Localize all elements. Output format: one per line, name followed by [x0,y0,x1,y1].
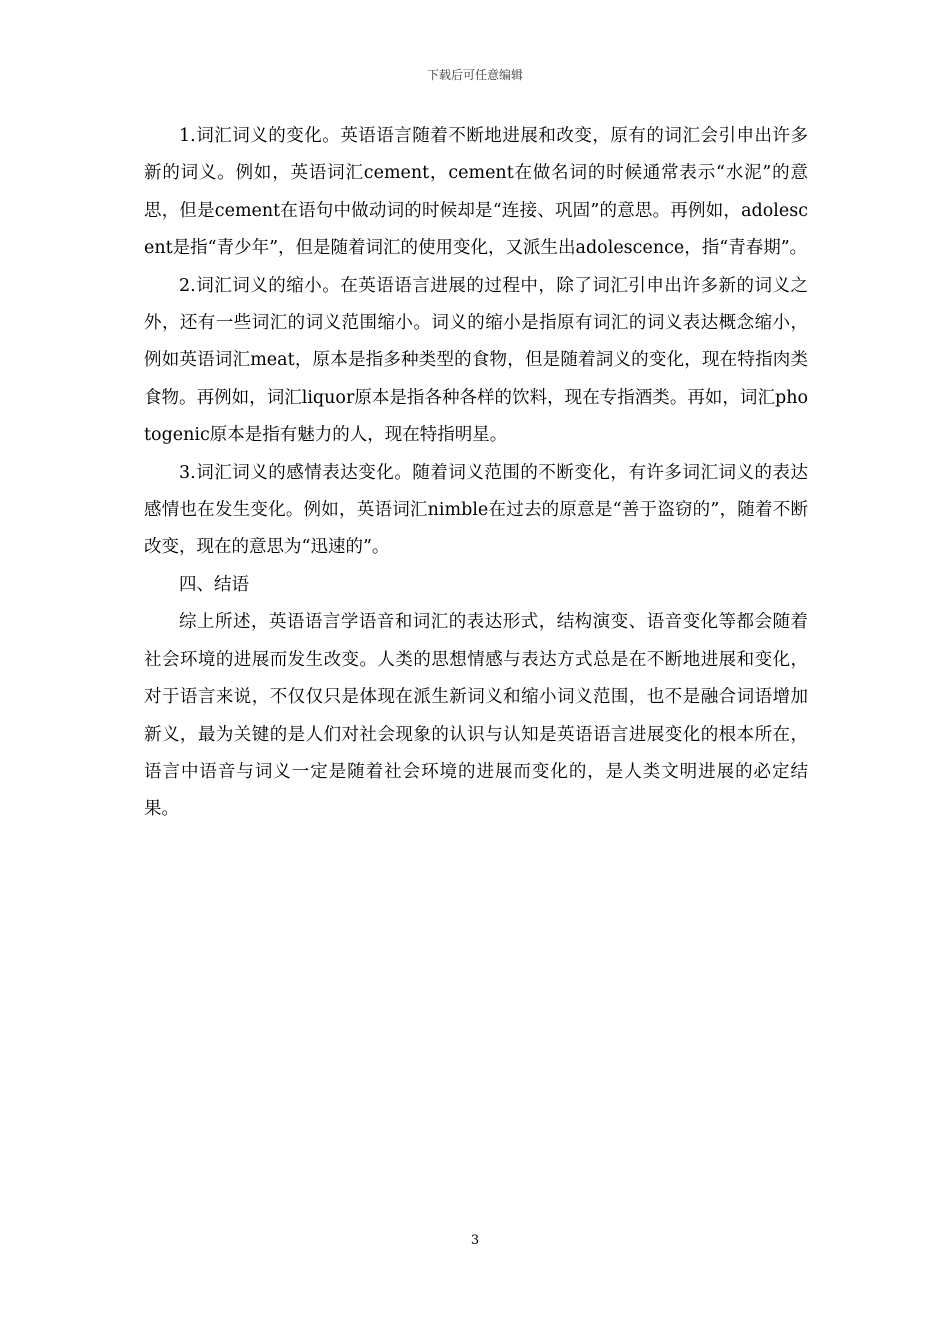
page-header: 下载后可任意编辑 [426,68,523,82]
page-number: 3 [470,1233,480,1248]
paragraph-word-meaning-narrowing: 2.词汇词义的缩小。在英语语言进展的过程中，除了词汇引申出许多新的词义之外，还有一些词汇的词义范围缩小。词义的缩小是指原有词汇的词义表达概念缩小，例如英语词汇meat，原本是指多种类型的食物，但是随着詞义的变化，现在特指肉类食物。再例如，词汇liquor原本是指各种各样的饮料，现在专指酒类。再如，词汇photogenic原本是指有魅力的人，现在特指明星。 [144,275,808,446]
paragraph-conclusion: 综上所述，英语语言学语音和词汇的表达形式，结构演变、语音变化等都会随着社会环境的进展而发生改变。人类的思想情感与表达方式总是在不断地进展和变化，对于语言来说，不仅仅只是体现在派生新词义和缩小词义范围，也不是融合词语增加新义，最为关键的是人们对社会现象的认识与认知是英语语言进展变化的根本所在，语言中语音与词义一定是随着社会环境的进展而变化的，是人类文明进展的必定结果。 [144,612,808,820]
section-heading-conclusion: 四、结语 [179,574,249,595]
body-text [144,118,808,829]
paragraph-word-meaning-change: 1.词汇词义的变化。英语语言随着不断地进展和改变，原有的词汇会引申出许多新的词义。例如，英语词汇cement，cement在做名词的时候通常表示“水泥”的意思，但是cement在语句中做动词的时候却是“连接、巩固”的意思。再例如，adolescent是指“青少年”，但是随着词汇的使用变化，又派生出adolescence，指“青春期”。 [144,126,808,259]
paragraph-emotional-change: 3.词汇词义的感情表达变化。随着词义范围的不断变化，有许多词汇词义的表达感情也在发生变化。例如，英语词汇nimble在过去的原意是“善于盗窃的”，随着不断改变，现在的意思为“迅速的”。 [144,462,808,558]
